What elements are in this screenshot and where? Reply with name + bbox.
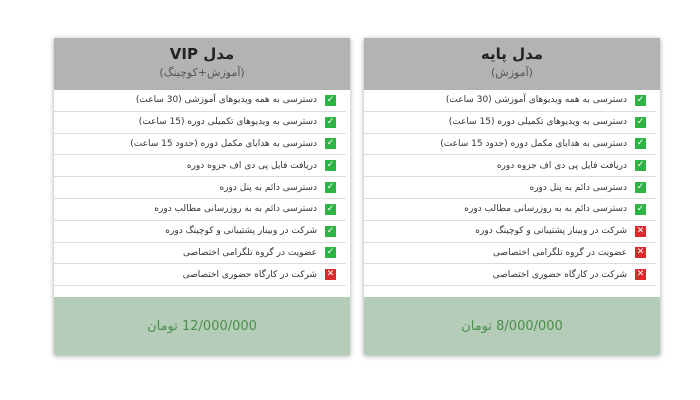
plan-subtitle: (آموزش+کوچینگ) — [159, 66, 245, 79]
feature-item — [364, 221, 656, 243]
feature-text: دسترسی به ویدیوهای تکمیلی دوره (15 ساعت) — [138, 117, 317, 128]
check-icon: ✓ — [326, 94, 335, 105]
cross-icon: ✕ — [636, 247, 645, 258]
feature-item — [54, 134, 346, 156]
feature-item — [364, 134, 656, 156]
check-icon: ✓ — [636, 203, 645, 214]
feature-text: شرکت در کارگاه حضوری اختصاصی — [492, 269, 627, 280]
check-icon: ✓ — [636, 182, 645, 193]
plan-header — [364, 38, 660, 90]
feature-item — [364, 112, 656, 134]
plan-card-vip — [54, 38, 350, 355]
feature-text: دریافت فایل پی دی اف جزوه دوره — [186, 160, 317, 171]
check-icon: ✓ — [326, 247, 335, 258]
feature-text: عضویت در گروه تلگرامی اختصاصی — [493, 247, 627, 258]
feature-text: عضویت در گروه تلگرامی اختصاصی — [183, 247, 317, 258]
feature-item — [364, 199, 656, 221]
check-icon: ✓ — [326, 116, 335, 127]
price-bar[interactable] — [54, 297, 350, 355]
feature-item — [54, 112, 346, 134]
feature-item — [364, 90, 656, 112]
feature-list — [364, 90, 660, 286]
feature-text: دریافت فایل پی دی اف جزوه دوره — [496, 160, 627, 171]
feature-list — [54, 90, 350, 286]
feature-item — [364, 177, 656, 199]
check-icon: ✓ — [326, 138, 335, 149]
feature-item — [54, 264, 346, 286]
cross-icon: ✕ — [636, 225, 645, 236]
feature-item — [364, 243, 656, 265]
feature-item — [364, 264, 656, 286]
feature-item — [54, 221, 346, 243]
plan-header — [54, 38, 350, 90]
feature-item — [54, 199, 346, 221]
plan-price: 12/000/000 تومان — [147, 318, 257, 334]
check-icon: ✓ — [636, 160, 645, 171]
feature-text: شرکت در کارگاه حضوری اختصاصی — [182, 269, 317, 280]
feature-text: دسترسی به همه ویدیوهای آموزشی (30 ساعت) — [135, 95, 317, 106]
feature-text: شرکت در وبینار پشتیبانی و کوچینگ دوره — [165, 226, 317, 237]
feature-text: دسترسی دائم به به روزرسانی مطالب دوره — [464, 204, 627, 215]
feature-text: دسترسی دائم به پنل دوره — [529, 182, 627, 193]
cross-icon: ✕ — [326, 269, 335, 280]
check-icon: ✓ — [326, 160, 335, 171]
feature-text: شرکت در وبینار پشتیبانی و کوچینگ دوره — [475, 226, 627, 237]
price-bar[interactable] — [364, 297, 660, 355]
feature-item — [54, 155, 346, 177]
plan-price: 8/000/000 تومان — [461, 318, 563, 334]
check-icon: ✓ — [326, 225, 335, 236]
check-icon: ✓ — [636, 138, 645, 149]
feature-text: دسترسی به هدایای مکمل دوره (حدود 15 ساعت) — [440, 138, 627, 149]
feature-text: دسترسی به هدایای مکمل دوره (حدود 15 ساعت) — [130, 138, 317, 149]
check-icon: ✓ — [636, 94, 645, 105]
cross-icon: ✕ — [636, 269, 645, 280]
check-icon: ✓ — [326, 203, 335, 214]
feature-text: دسترسی دائم به پنل دوره — [219, 182, 317, 193]
feature-item — [54, 243, 346, 265]
check-icon: ✓ — [326, 182, 335, 193]
feature-item — [54, 90, 346, 112]
plan-title: مدل پایه — [480, 45, 544, 63]
feature-text: دسترسی دائم به به روزرسانی مطالب دوره — [154, 204, 317, 215]
feature-text: دسترسی به همه ویدیوهای آموزشی (30 ساعت) — [445, 95, 627, 106]
feature-text: دسترسی به ویدیوهای تکمیلی دوره (15 ساعت) — [448, 117, 627, 128]
check-icon: ✓ — [636, 116, 645, 127]
plan-card-basic — [364, 38, 660, 355]
feature-item — [54, 177, 346, 199]
plan-subtitle: (آموزش) — [491, 66, 533, 79]
feature-item — [364, 155, 656, 177]
plan-title: مدل VIP — [169, 45, 235, 63]
